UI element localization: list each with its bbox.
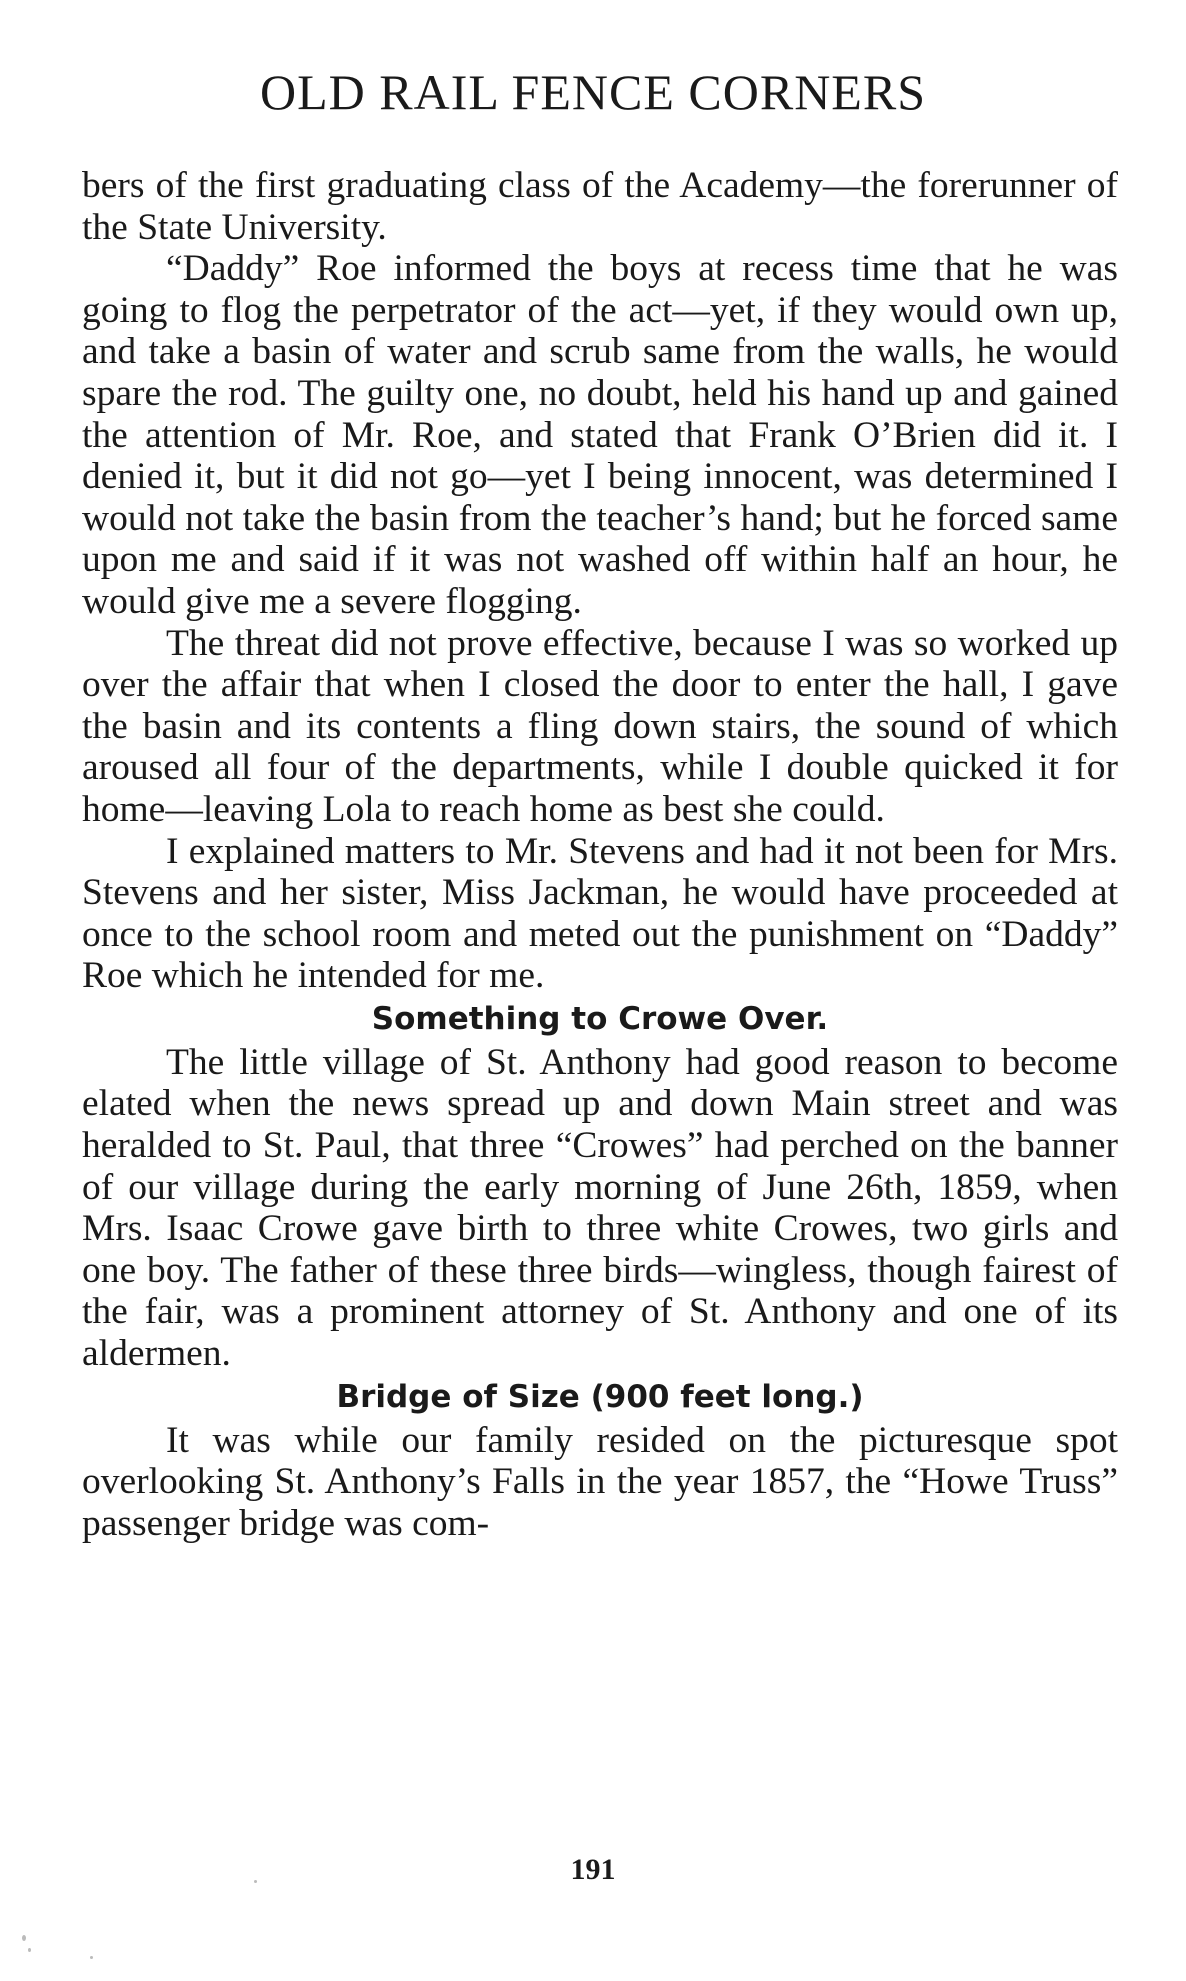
page-number: 191 xyxy=(570,1853,616,1886)
paragraph-daddy-roe: “Daddy” Roe informed the boys at recess time that he was going to flog the perpetrator of the act—yet, if they would own up, and take a basin of water and scrub same from the walls, he would spare the rod. The guilty one, no doubt, held his hand up and gained the attention of Mr. Roe, and stated that Frank O’Brien did it. I denied it, but it did not go—yet I being innocent, was determined I would not take the basin from the teacher’s hand; but he forced same upon me and said if it was not washed off within half an hour, he would give me a severe flogging. xyxy=(82,248,1118,622)
body-text xyxy=(82,165,1118,1544)
paragraph-bridge: It was while our family resided on the picturesque spot overlooking St. Anthony’s Falls in the year 1857, the “Howe Truss” passenger bridge was com- xyxy=(82,1419,1118,1544)
paragraph-explained: I explained matters to Mr. Stevens and had it not been for Mrs. Stevens and her sister, Miss Jackman, he would have proceeded at once to the school room and meted out the punishment on “Daddy” Roe which he intended for me. xyxy=(82,830,1118,997)
scan-speck xyxy=(90,1956,93,1959)
paragraph-continuation: bers of the first graduating class of the Academy—the forerunner of the State University. xyxy=(82,165,1118,248)
scan-speck xyxy=(28,1948,31,1952)
section-heading-crowe: Something to Crowe Over. xyxy=(371,1000,829,1037)
section-heading-bridge: Bridge of Size (900 feet long.) xyxy=(336,1378,864,1415)
running-title: OLD RAIL FENCE CORNERS xyxy=(259,64,927,120)
paragraph-crowes: The little village of St. Anthony had good reason to become elated when the news spread up and down Main street and was heralded to St. Paul, that three “Crowes” had perched on the banner of our village during the early morning of June 26th, 1859, when Mrs. Isaac Crowe gave birth to three white Crowes, two girls and one boy. The father of these three birds—wingless, though fairest of the fair, was a prominent attorney of St. Anthony and one of its aldermen. xyxy=(82,1041,1118,1375)
scan-speck xyxy=(254,1880,257,1883)
scan-speck xyxy=(22,1935,26,1941)
paragraph-threat: The threat did not prove effective, because I was so worked up over the affair that when I closed the door to enter the hall, I gave the basin and its contents a fling down stairs, the sound of which aroused all four of the departments, while I double quicked it for home—leaving Lola to reach home as best she could. xyxy=(82,622,1118,830)
